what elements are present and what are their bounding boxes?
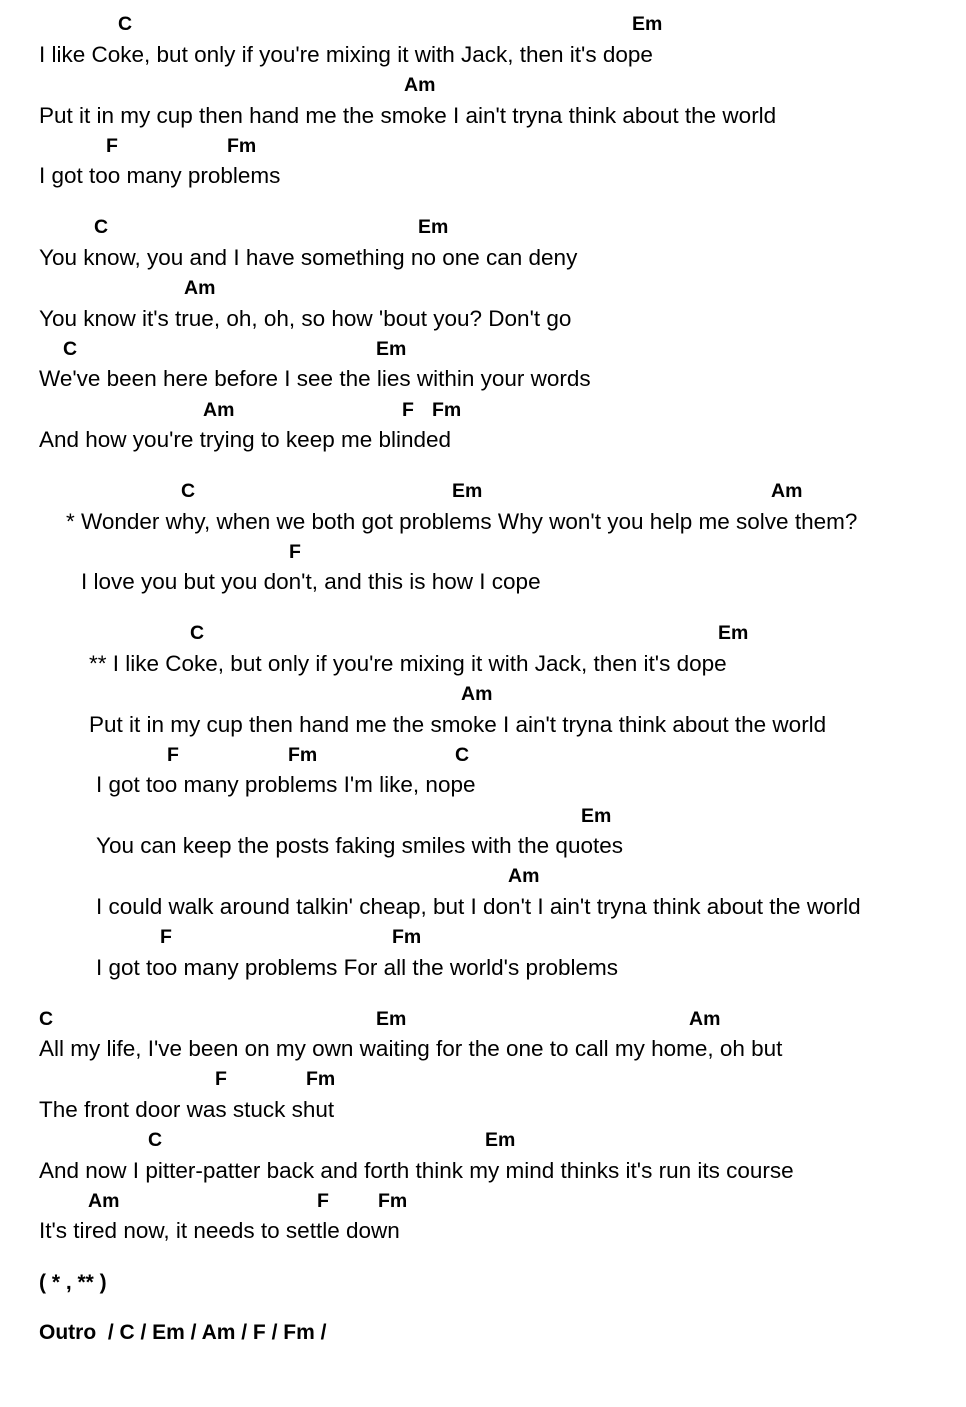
chord: Am [771,480,803,502]
chord: Am [88,1190,120,1212]
chord: Em [418,216,449,238]
lyric-line: We've been here before I see the lies within your words [39,366,591,391]
chord: F [215,1068,227,1090]
lyric-line: I could walk around talkin' cheap, but I don't I ain't tryna think about the world [96,894,861,919]
chord: Fm [392,926,422,948]
lyric-line: And now I pitter-patter back and forth think my mind thinks it's run its course [39,1158,794,1183]
chord: Am [461,683,493,705]
chord: Em [376,1008,407,1030]
chord: C [148,1129,163,1151]
chord: Em [718,622,749,644]
chord: C [181,480,196,502]
chord: Am [508,865,540,887]
chord: Fm [306,1068,336,1090]
chord: F [289,541,301,563]
chord: F [317,1190,329,1212]
chord: Em [632,13,663,35]
chord: C [118,13,133,35]
chord: Am [689,1008,721,1030]
chord: F [106,135,118,157]
lyric-line: I got too many problems For all the world's problems [96,955,619,980]
lyric-line: You can keep the posts faking smiles with the quotes [96,833,623,858]
chord: C [455,744,470,766]
chord: C [190,622,205,644]
lyric-line: Put it in my cup then hand me the smoke I ain't tryna think about the world [39,103,777,128]
chord: Fm [227,135,257,157]
lyric-line: The front door was stuck shut [39,1097,335,1122]
chord: C [94,216,109,238]
chord: Em [376,338,407,360]
lyric-line: Put it in my cup then hand me the smoke I ain't tryna think about the world [89,712,827,737]
lyric-line: * Wonder why, when we both got problems Why won't you help me solve them? [66,509,858,534]
chord: Am [203,399,235,421]
chord: Fm [378,1190,408,1212]
chord: Am [404,74,436,96]
outro-line: Outro / C / Em / Am / F / Fm / [39,1321,327,1344]
chord: Em [485,1129,516,1151]
lyric-line: You know, you and I have something no one can deny [39,245,578,270]
lyric-line: And how you're trying to keep me blinded [39,427,452,452]
lyric-line: You know it's true, oh, oh, so how 'bout you? Don't go [39,306,572,331]
chord: Em [452,480,483,502]
chord: F [160,926,172,948]
lyric-line: ** I like Coke, but only if you're mixing it with Jack, then it's dope [89,651,727,676]
chord: Em [581,805,612,827]
lyric-line: I like Coke, but only if you're mixing it with Jack, then it's dope [39,42,653,67]
chord: Fm [432,399,462,421]
lyric-line: I got too many problems I'm like, nope [96,772,476,797]
lyric-line: All my life, I've been on my own waiting for the one to call my home, oh but [39,1036,783,1061]
chord: Fm [288,744,318,766]
chord: C [39,1008,54,1030]
repeat-marker: ( * , ** ) [39,1271,107,1294]
chord: Am [184,277,216,299]
chord: C [63,338,78,360]
chord: F [167,744,179,766]
lyric-line: It's tired now, it needs to settle down [39,1218,400,1243]
chord: F [402,399,414,421]
lyric-line: I got too many problems [39,163,281,188]
lyric-line: I love you but you don't, and this is how I cope [81,569,541,594]
